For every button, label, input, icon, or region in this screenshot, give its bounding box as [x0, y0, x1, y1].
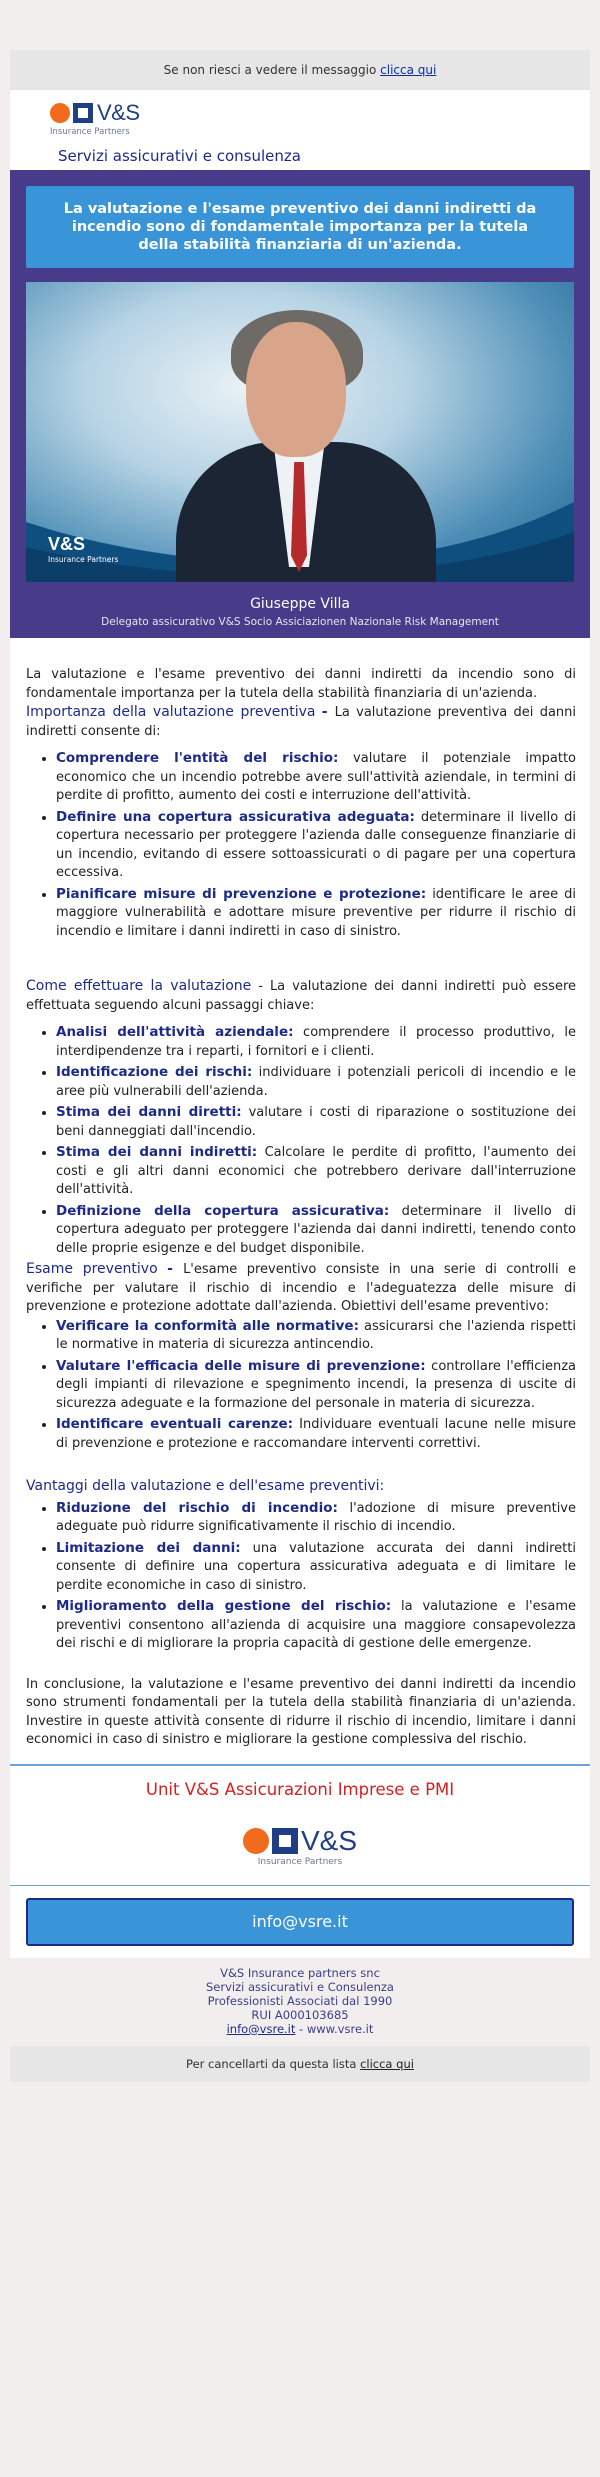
email-container: [10, 50, 590, 2082]
hero-photo: [26, 282, 574, 582]
unit-title: Unit V&S Assicurazioni Imprese e PMI: [145, 1779, 455, 1799]
list-item: [56, 1597, 576, 1654]
divider: [10, 1764, 590, 1766]
logo-circle-icon: [243, 1828, 269, 1854]
item-text: determinare il livello di copertura necessario per proteggere l'azienda dalle conseguenze finanziarie di un incendio, evitando di essere sottoassicurati o di pagare per una copertura eccessiva.: [56, 809, 576, 880]
section-vantaggi: [26, 1477, 576, 1497]
unsubscribe-link[interactable]: clicca qui: [360, 2056, 414, 2071]
item-key: Analisi dell'attività aziendale:: [56, 1024, 294, 1040]
footer-website[interactable]: www.vsre.it: [306, 2021, 374, 2036]
item-text: l'adozione di misure preventive adeguate può ridurre significativamente il rischio di incendio.: [56, 1500, 576, 1534]
photo-watermark-logo: [48, 534, 118, 564]
intro-paragraph: La valutazione e l'esame preventivo dei danni indiretti da incendio sono di fondamentale importanza per la tutela della stabilità finanziaria di un'azienda.: [26, 667, 576, 701]
hero-section: [10, 170, 590, 638]
item-key: Miglioramento della gestione del rischio:: [56, 1598, 392, 1614]
list-item: [56, 1202, 576, 1259]
footer-since: Professionisti Associati dal 1990: [207, 1993, 393, 2008]
tagline: Servizi assicurativi e consulenza: [10, 142, 590, 170]
section-lead: - La valutazione dei danni indiretti può essere effettuata seguendo alcuni passaggi chiave:: [26, 979, 576, 1013]
item-key: Limitazione dei danni:: [56, 1539, 241, 1556]
logo-square-icon: [73, 103, 93, 123]
list-item: [56, 885, 576, 942]
article-body: [10, 638, 590, 1750]
item-key: Pianificare misure di prevenzione e protezione:: [56, 885, 427, 902]
list-come: [26, 1023, 576, 1258]
hero-headline: La valutazione e l'esame preventivo dei danni indiretti da incendio sono di fondamentale importanza per la tutela della stabilità finanziaria di un'azienda.: [26, 186, 574, 268]
item-text: comprendere il processo produttivo, le interdipendenze tra i reparti, i fornitori e i clienti.: [56, 1025, 576, 1059]
heading-dash: -: [321, 704, 335, 720]
heading-dash: -: [167, 1261, 184, 1277]
item-key: Definire una copertura assicurativa adeguata:: [56, 808, 415, 825]
section-esame: [26, 1260, 576, 1317]
brand-logo[interactable]: [50, 100, 140, 137]
list-item: [56, 1317, 576, 1355]
footer-services: Servizi assicurativi e Consulenza: [206, 1979, 394, 1994]
item-text: determinare il livello di copertura adeguato per proteggere l'azienda dai danni indiretti, tenendo conto delle proprie esigenze e del budget disponibile.: [56, 1203, 576, 1256]
logo-wordmark: V&S: [300, 1824, 358, 1856]
section-importanza: [26, 703, 576, 741]
section-heading: Vantaggi della valutazione e dell'esame preventivi:: [26, 1478, 385, 1494]
list-item: [56, 1063, 576, 1101]
list-item: [56, 1023, 576, 1061]
logo-subtitle: Insurance Partners: [257, 1856, 343, 1867]
item-text: la valutazione e l'esame preventivi consentono all'azienda di acquisire una maggiore consapevolezza dei rischi e di migliorare la propria capacità di gestione delle emergenze.: [56, 1599, 576, 1651]
item-text: valutare i costi di riparazione o sostituzione dei beni danneggiati dall'incendio.: [56, 1105, 576, 1139]
item-key: Identificazione dei rischi:: [56, 1064, 253, 1080]
preheader-text: Se non riesci a vedere il messaggio: [163, 63, 377, 77]
list-item: [56, 1103, 576, 1141]
item-key: Riduzione del rischio di incendio:: [56, 1499, 338, 1516]
list-importanza: [26, 749, 576, 941]
footer-company: V&S Insurance partners snc: [220, 1965, 380, 1980]
view-online-link[interactable]: clicca qui: [380, 63, 437, 77]
list-vantaggi: [26, 1499, 576, 1654]
list-item: [56, 1357, 576, 1414]
item-key: Stima dei danni diretti:: [56, 1104, 242, 1120]
list-esame: [26, 1317, 576, 1454]
footer-rui: RUI A000103685: [251, 2007, 349, 2022]
section-heading: Importanza della valutazione preventiva: [26, 704, 316, 720]
list-item: [56, 1539, 576, 1596]
list-item: [56, 1415, 576, 1453]
unsubscribe-bar: [10, 2046, 590, 2082]
item-text: identificare le aree di maggiore vulnerabilità e adottare misure preventive per ridurre il rischio di incendio e limitare i danni indiretti in caso di sinistro.: [56, 886, 576, 939]
item-key: Stima dei danni indiretti:: [56, 1144, 258, 1160]
list-item: [56, 808, 576, 883]
footer-email-link[interactable]: info@vsre.it: [226, 2021, 296, 2036]
logo-subtitle: Insurance Partners: [50, 127, 130, 137]
footer-logo[interactable]: [10, 1825, 590, 1867]
section-come: [26, 977, 576, 1015]
item-text: Individuare eventuali lacune nelle misure di prevenzione e protezione e raccomandare interventi correttivi.: [56, 1417, 576, 1451]
section-lead: L'esame preventivo consiste in una serie di controlli e verifiche per valutare il rischio di incendio e l'adeguatezza delle misure di prevenzione e protezione adottate dall'azienda. Obiettivi dell'esame preventivo:: [26, 1262, 576, 1314]
cta-wrapper: [10, 1886, 590, 1958]
person-face: [246, 322, 346, 457]
item-key: Identificare eventuali carenze:: [56, 1416, 294, 1432]
item-text: assicurarsi che l'azienda rispetti le normative in materia di sicurezza antincendio.: [56, 1318, 577, 1352]
item-key: Verificare la conformità alle normative:: [56, 1317, 359, 1334]
section-lead: La valutazione preventiva dei danni indiretti consente di:: [26, 705, 576, 739]
list-item: [56, 1143, 576, 1200]
footer-separator: -: [295, 2021, 307, 2036]
section-heading: Esame preventivo: [26, 1261, 158, 1277]
header-logo-row: [10, 90, 590, 142]
unsubscribe-text: Per cancellarti da questa lista: [186, 2056, 357, 2071]
footer: [10, 1958, 590, 2046]
footer-contacts: [10, 2022, 590, 2036]
logo-wordmark: V&S: [97, 100, 140, 125]
section-heading: Come effettuare la valutazione: [26, 978, 252, 994]
item-key: Valutare l'efficacia delle misure di prevenzione:: [56, 1357, 426, 1374]
person-role: Delegato assicurativo V&S Socio Assiciazionen Nazionale Risk Management: [101, 616, 499, 628]
photo-logo-text: V&S: [48, 534, 86, 554]
item-key: Comprendere l'entità del rischio:: [56, 750, 339, 766]
item-key: Definizione della copertura assicurativa:: [56, 1202, 390, 1219]
photo-logo-subtitle: Insurance Partners: [48, 555, 119, 564]
logo-circle-icon: [50, 103, 70, 123]
item-text: controllare l'efficienza degli impianti di rilevazione e spegnimento incendi, la presenza di uscite di sicurezza adeguate e la formazione del personale in materia di sicurezza.: [56, 1358, 576, 1411]
item-text: Calcolare le perdite di profitto, l'aumento dei costi e gli altri danni economici che potrebbero derivare dall'interruzione dell'attività.: [56, 1145, 576, 1197]
list-item: [56, 749, 576, 806]
conclusion-paragraph: In conclusione, la valutazione e l'esame preventivo dei danni indiretti da incendio sono strumenti fondamentali per la tutela della stabilità finanziaria di un'azienda. Investire in queste attività consente di ridurre il rischio di incendio, limitare i danni economici in caso di sinistro e migliorare la gestione complessiva del rischio.: [26, 1676, 576, 1747]
list-item: [56, 1499, 576, 1537]
preheader-bar: [10, 50, 590, 90]
logo-square-icon: [272, 1828, 298, 1854]
item-text: individuare i potenziali pericoli di incendio e le aree più vulnerabili dell'azienda.: [56, 1065, 576, 1099]
email-cta-button[interactable]: info@vsre.it: [26, 1898, 574, 1946]
item-text: valutare il potenziale impatto economico che un incendio potrebbe avere sull'attività aziendale, in termini di perdite di profitto, aumento dei costi e interruzione dell'attività.: [56, 751, 576, 803]
person-name: Giuseppe Villa: [250, 596, 350, 612]
item-text: una valutazione accurata dei danni indiretti consente di definire una copertura assicurativa adeguata e di limitare le perdite economiche in caso di sinistro.: [56, 1540, 576, 1593]
